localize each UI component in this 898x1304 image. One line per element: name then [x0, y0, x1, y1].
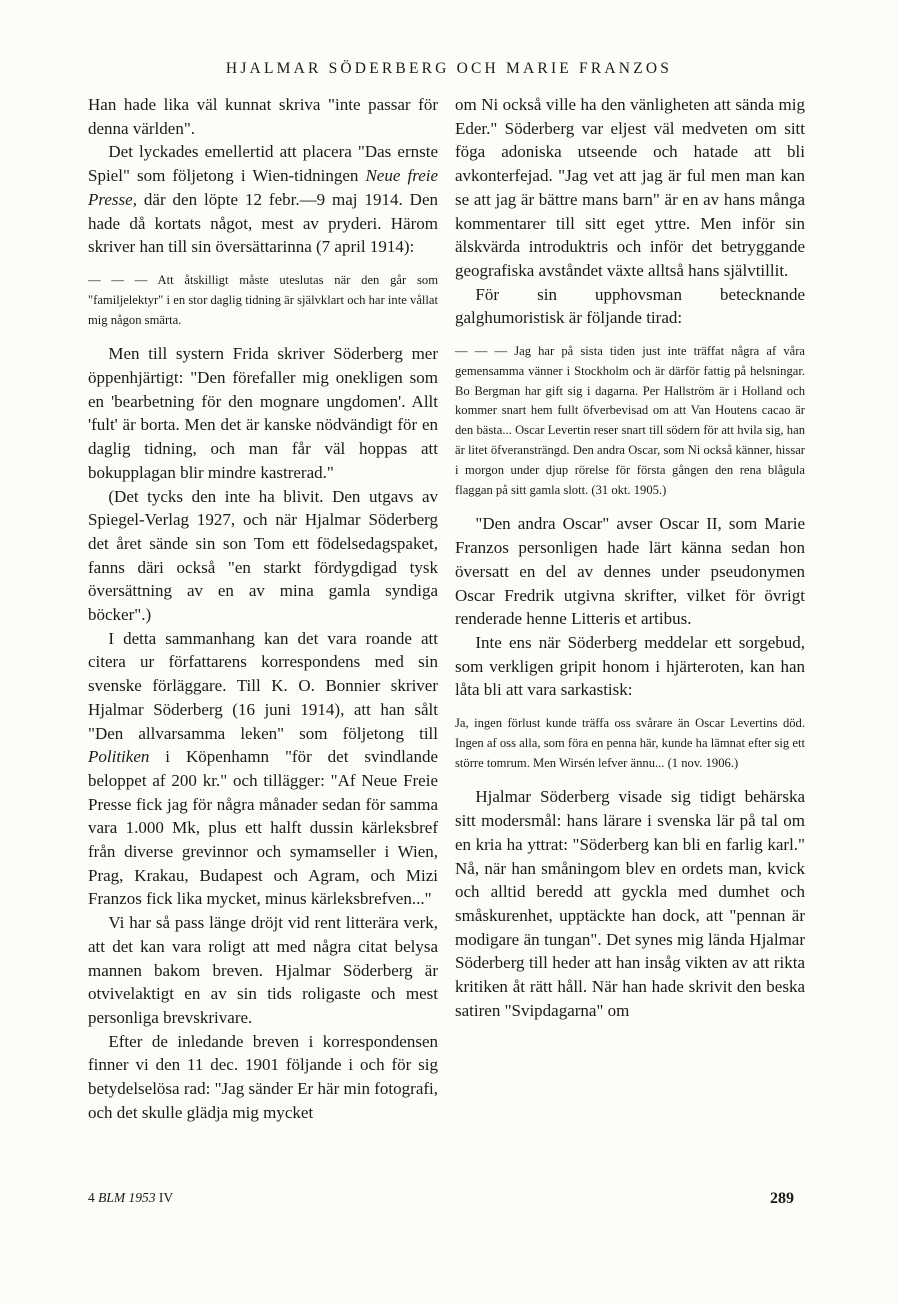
text-run: i Köpenhamn "för det svindlande beloppet af 200 kr." och tillägger: "Af Neue Freie Presse fick jag för några månader sedan för samma vara 1.000 Mk, plus ett halft dussin kärleksbref från diverse grevinnor och symamseller i Wien, Prag, Krakau, Budapest och Agram, och Mizi Franzos fick lika mycket, minus kärleksbrefven..." — [88, 747, 438, 909]
page-number: 289 — [770, 1190, 794, 1207]
right-column — [455, 93, 805, 1022]
block-quote: Ja, ingen förlust kunde träffa oss svårare än Oscar Levertins död. Ingen af oss alla, som föra en penna här, kunde ha lämnat efter sig ett större tomrum. Men Wirsén lefver ännu... (1 nov. 1906.) — [455, 716, 805, 770]
left-column — [88, 93, 438, 1125]
paragraph: om Ni också ville ha den vänligheten att sända mig Eder." Söderberg var eljest väl medveten om sitt föga adoniska utseende och hatade att bli avkonterfejad. "Jag vet att jag är ful men man kan se att jag är bättre mans barn" är en av hans många kommentarer till sitt eget yttre. Men inför sin älskvärda introduktris och inför det betryggande geografiska avståndet växte alltså hans självtillit. — [455, 95, 805, 280]
paragraph — [88, 627, 438, 911]
paragraph: "Den andra Oscar" avser Oscar II, som Marie Franzos personligen hade lärt känna sedan hon översatt en del av dennes under pseudonymen Oscar Fredrik utgivna skrifter, vilket för övrigt renderade henne Litteris et artibus. — [455, 514, 805, 629]
text-run: Det lyckades emellertid att placera "Das ernste Spiel" som följetong i Wien-tidningen — [88, 142, 438, 186]
paragraph: Efter de inledande breven i korrespondensen finner vi den 11 dec. 1901 följande i och för sig betydelselösa rad: "Jag sänder Er här min fotografi, och det skulle glädja mig mycket — [88, 1031, 438, 1122]
paragraph: (Det tycks den inte ha blivit. Den utgavs av Spiegel-Verlag 1927, och när Hjalmar Söderberg det året sände sin son Tom ett födelsedagspaket, fanns däri också "en starkt fördygdigad tysk översättning av en av mina gamla syndiga böcker".) — [88, 486, 438, 625]
block-quote: — — — Jag har på sista tiden just inte träffat några af våra gemensamma vänner i Stockholm och är därför fattig på helsningar. Bo Bergman har gift sig i dagarna. Per Hallström är i Holland och kommer snart hem fullt öfverbevisad om att Van Houtens cacao är den bästa... Oscar Levertin reser snart till södern för att hvila sig, han är litet öfveransträngd. Den andra Oscar, som Ni också känner, hissar i morgon under djup rörelse för första gången den rena blågula flaggan på sitt gamla slott. (31 okt. 1905.) — [455, 344, 805, 497]
signature-title: BLM 1953 — [98, 1190, 156, 1205]
text-run: I detta sammanhang kan det vara roande att citera ur författarens korrespondens med sin svenske förläggare. Till K. O. Bonnier skriver Hjalmar Söderberg (16 juni 1914), att han sålt "Den allvarsamma leken" som följetong till — [88, 628, 438, 743]
paragraph — [88, 140, 438, 259]
paragraph: Hjalmar Söderberg visade sig tidigt behärska sitt modersmål: hans lärare i svenska lär på tal om en kria ha yttrat: "Söderberg kan bli en farlig karl." Nå, när han småningom blev en ordets man, kvick och alltid beredd att gyckla med dumhet och småskurenhet, upptäckte han dock, att "pennan är modigare än tungan". Det synes mig lända Hjalmar Söderberg till heder att han insåg vikten av att rikta kritiken åt rätt håll. När han hade skrivit den beska satiren "Svipdagarna" om — [455, 787, 805, 1020]
signature-mark — [88, 1190, 173, 1206]
newspaper-title: Politiken — [88, 747, 150, 767]
text-run: där den löpte 12 febr.—9 maj 1914. Den hade då kortats något, mest av pryderi. Härom skriver han till sin översättarinna (7 april 1914): — [88, 189, 438, 257]
paragraph: Vi har så pass länge dröjt vid rent litterära verk, att det kan vara roligt att med några citat belysa mannen bakom breven. Hjalmar Söderberg är otvivelaktigt en av sin tids roligaste och mest personliga brevskrivare. — [88, 913, 438, 1027]
newspaper-title: Neue freie Presse, — [88, 166, 439, 209]
paragraph: Han hade lika väl kunnat skriva "inte passar för denna världen". — [88, 95, 438, 138]
paragraph: Men till systern Frida skriver Söderberg mer öppenhjärtigt: "Den förefaller mig onekligen som en 'bearbetning för den mognare ungdomen'. Allt 'fult' är borta. Men det är kanske nödvändigt för en daglig tidning, och man får väl hoppas att bokupplagan blir mindre kastrerad." — [88, 344, 438, 482]
signature-issue: IV — [158, 1190, 174, 1205]
signature-number: 4 — [88, 1190, 95, 1205]
paragraph: Inte ens när Söderberg meddelar ett sorgebud, som verkligen gripit honom i hjärteroten, kan han låta bli att vara sarkastisk: — [455, 632, 805, 700]
paragraph: För sin upphovsman betecknande galghumoristisk är följande tirad: — [455, 284, 805, 328]
running-title: HJALMAR SÖDERBERG OCH MARIE FRANZOS — [225, 60, 673, 77]
block-quote: — — — Att åtskilligt måste uteslutas när den går som "familjelektyr" i en stor daglig tidning är självklart och har inte vållat mig någon smärta. — [88, 272, 438, 327]
